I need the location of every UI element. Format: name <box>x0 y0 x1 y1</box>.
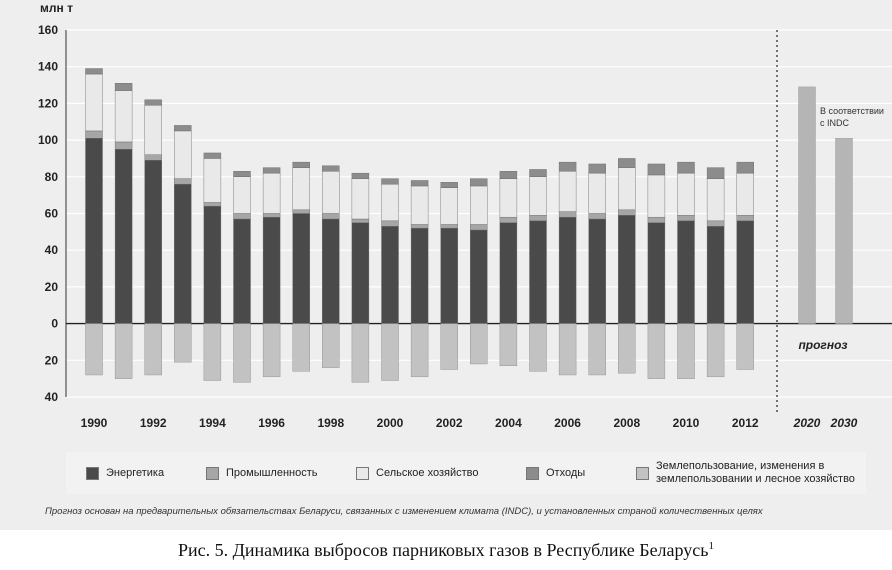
legend-label-waste: Отходы <box>546 466 586 479</box>
x-tick-label: 2000 <box>376 416 404 430</box>
bar-industry <box>618 210 635 216</box>
x-tick-label: 1992 <box>139 416 167 430</box>
legend-label-land-use: Землепользование, изменения в землепользовании и лесное хозяйство <box>656 460 855 485</box>
bar-industry <box>559 212 576 218</box>
bar-land-use <box>559 324 576 375</box>
bar-waste <box>145 100 162 106</box>
bar-waste <box>441 182 458 188</box>
legend-label-industry: Промышленность <box>226 466 318 479</box>
y-tick-label: 60 <box>44 206 58 221</box>
bar-energy <box>382 226 399 323</box>
bar-waste <box>411 180 428 186</box>
bar-energy <box>530 221 547 324</box>
bar-agriculture <box>115 91 132 142</box>
y-tick-label: 140 <box>37 59 58 74</box>
caption-footnote-mark: 1 <box>708 540 714 552</box>
y-tick-label: 160 <box>37 23 58 37</box>
bar-energy <box>145 160 162 323</box>
x-tick-label: 1994 <box>199 416 226 430</box>
x-tick-label: 2002 <box>435 416 463 430</box>
bar-agriculture <box>618 168 635 210</box>
bar-land-use <box>530 324 547 372</box>
bar-industry <box>293 210 310 214</box>
bar-waste <box>589 164 606 173</box>
bar-agriculture <box>737 173 754 215</box>
bar-energy <box>293 214 310 324</box>
bar-agriculture <box>411 186 428 225</box>
bar-industry <box>234 214 251 220</box>
legend-item-energy <box>86 452 164 494</box>
bar-waste <box>678 162 695 173</box>
y-tick-label: 40 <box>44 243 58 258</box>
bar-agriculture <box>678 173 695 215</box>
bar-land-use <box>263 324 280 377</box>
bar-agriculture <box>441 188 458 225</box>
bar-energy <box>204 206 221 323</box>
y-tick-label: 20 <box>44 279 58 294</box>
bar-industry <box>411 225 428 229</box>
bar-industry <box>500 217 517 223</box>
x-tick-label: 1996 <box>258 416 285 430</box>
legend-item-waste <box>526 452 585 494</box>
forecast-label: прогноз <box>798 338 848 352</box>
bar-waste <box>293 162 310 168</box>
bar-industry <box>204 202 221 206</box>
forecast-x-tick-label: 2030 <box>830 416 858 430</box>
caption-text: Рис. 5. Динамика выбросов парниковых газов в Республике Беларусь <box>178 540 709 560</box>
bar-energy <box>322 219 339 324</box>
bar-waste <box>86 69 103 75</box>
bar-land-use <box>737 324 754 370</box>
x-tick-label: 2008 <box>613 416 641 430</box>
bar-industry <box>589 214 606 220</box>
bar-land-use <box>86 324 103 375</box>
bar-waste <box>500 171 517 178</box>
bar-land-use <box>707 324 724 377</box>
bar-land-use <box>145 324 162 375</box>
bar-waste <box>648 164 665 175</box>
bar-agriculture <box>263 173 280 213</box>
x-tick-label: 2006 <box>554 416 581 430</box>
y-tick-label: 100 <box>37 133 58 148</box>
x-tick-label: 2004 <box>495 416 522 430</box>
bar-energy <box>234 219 251 324</box>
bar-land-use <box>411 324 428 377</box>
bar-industry <box>263 214 280 218</box>
legend-swatch-waste <box>526 467 539 480</box>
y-tick-label: 0 <box>51 316 58 331</box>
legend-item-industry <box>206 452 318 494</box>
figure-caption <box>0 540 892 561</box>
forecast-note-line-1: В соответствии <box>820 106 884 116</box>
bar-industry <box>382 221 399 227</box>
bar-waste <box>530 169 547 176</box>
bar-waste <box>174 125 191 131</box>
bar-industry <box>115 142 132 149</box>
source-note: Прогноз основан на предварительных обязательствах Беларуси, связанных с изменением климата (INDC), и установленных страной количественных целях <box>45 506 763 517</box>
bar-waste <box>618 158 635 167</box>
bar-agriculture <box>293 168 310 210</box>
bar-energy <box>737 221 754 324</box>
legend-label-energy: Энергетика <box>106 466 165 479</box>
bar-energy <box>618 215 635 323</box>
bar-industry <box>470 225 487 231</box>
bar-industry <box>352 219 369 223</box>
bar-energy <box>115 149 132 323</box>
bar-energy <box>559 217 576 323</box>
y-axis-unit-label: млн т <box>40 1 73 15</box>
bar-industry <box>441 225 458 229</box>
bar-agriculture <box>470 186 487 225</box>
legend-item-land-use <box>636 452 861 494</box>
bar-agriculture <box>86 74 103 131</box>
bar-energy <box>441 228 458 323</box>
y-tick-label: 40 <box>44 390 58 404</box>
bar-agriculture <box>145 105 162 155</box>
bar-agriculture <box>707 179 724 221</box>
bar-industry <box>86 131 103 138</box>
bar-agriculture <box>174 131 191 179</box>
bar-land-use <box>589 324 606 375</box>
x-tick-label: 1990 <box>80 416 108 430</box>
bar-waste <box>204 153 221 159</box>
bar-agriculture <box>352 179 369 219</box>
bar-industry <box>174 179 191 185</box>
bar-energy <box>352 223 369 324</box>
legend-label-agriculture: Сельское хозяйство <box>376 466 479 479</box>
forecast-bar <box>836 138 853 323</box>
bar-land-use <box>441 324 458 370</box>
y-tick-label: 120 <box>37 96 58 111</box>
legend-swatch-energy <box>86 467 99 480</box>
x-tick-label: 1998 <box>317 416 345 430</box>
bar-industry <box>530 215 547 221</box>
bar-industry <box>707 221 724 227</box>
bar-industry <box>145 155 162 161</box>
chart-legend <box>66 452 866 494</box>
bar-land-use <box>115 324 132 379</box>
bar-land-use <box>352 324 369 383</box>
x-tick-label: 2012 <box>731 416 759 430</box>
bar-energy <box>174 184 191 323</box>
bar-waste <box>470 179 487 186</box>
bar-energy <box>86 138 103 323</box>
y-tick-label: 20 <box>44 353 58 368</box>
bar-waste <box>322 166 339 172</box>
bar-agriculture <box>500 179 517 218</box>
bar-waste <box>559 162 576 171</box>
y-tick-label: 80 <box>44 169 58 184</box>
bar-waste <box>234 171 251 177</box>
bar-agriculture <box>234 177 251 214</box>
forecast-note-line-2: с INDC <box>820 118 849 128</box>
bar-land-use <box>470 324 487 364</box>
legend-swatch-industry <box>206 467 219 480</box>
bar-waste <box>115 83 132 90</box>
bar-industry <box>648 217 665 223</box>
bar-energy <box>678 221 695 324</box>
bar-waste <box>707 168 724 179</box>
bar-agriculture <box>559 171 576 211</box>
legend-swatch-land-use <box>636 467 649 480</box>
bar-land-use <box>678 324 695 379</box>
bar-agriculture <box>530 177 547 216</box>
bar-energy <box>470 230 487 324</box>
bar-agriculture <box>382 184 399 221</box>
bar-land-use <box>234 324 251 383</box>
bar-energy <box>707 226 724 323</box>
bar-land-use <box>648 324 665 379</box>
bar-waste <box>737 162 754 173</box>
bar-energy <box>263 217 280 323</box>
legend-item-agriculture <box>356 452 478 494</box>
x-tick-label: 2010 <box>672 416 700 430</box>
bar-energy <box>411 228 428 323</box>
bar-agriculture <box>204 158 221 202</box>
bar-energy <box>648 223 665 324</box>
bar-agriculture <box>648 175 665 217</box>
bar-land-use <box>322 324 339 368</box>
forecast-x-tick-label: 2020 <box>793 416 821 430</box>
bar-industry <box>678 215 695 221</box>
bar-land-use <box>382 324 399 381</box>
legend-swatch-agriculture <box>356 467 369 480</box>
bar-waste <box>382 179 399 185</box>
bar-land-use <box>618 324 635 374</box>
forecast-bar <box>799 87 816 324</box>
bar-industry <box>322 214 339 220</box>
bar-energy <box>589 219 606 324</box>
bar-land-use <box>500 324 517 366</box>
bar-agriculture <box>322 171 339 213</box>
bar-industry <box>737 215 754 221</box>
bar-energy <box>500 223 517 324</box>
bar-land-use <box>293 324 310 372</box>
bar-land-use <box>204 324 221 381</box>
bar-land-use <box>174 324 191 363</box>
bar-agriculture <box>589 173 606 213</box>
bar-waste <box>352 173 369 179</box>
bar-waste <box>263 168 280 174</box>
